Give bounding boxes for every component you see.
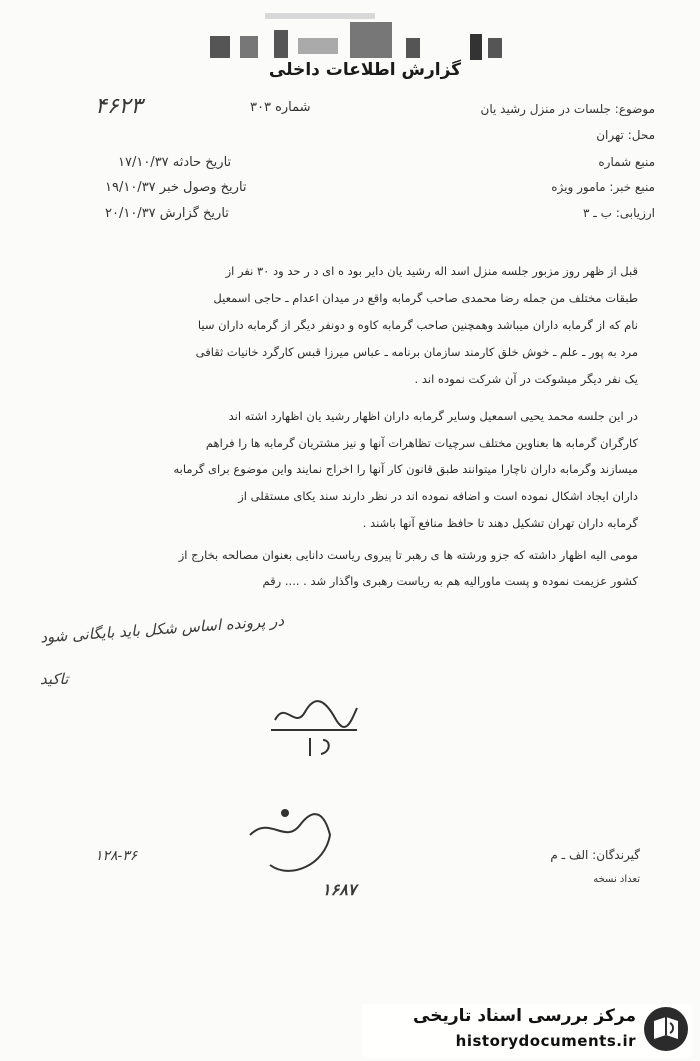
subject-field: موضوع: جلسات در منزل رشید یان xyxy=(480,102,655,116)
paragraph-3-line-2: کشور عزیمت نموده و پست ماورالیه هم به ریاست رهبری واگذار شد . .... رقم xyxy=(262,574,638,588)
event-date: تاریخ حادثه ۱۷/۱۰/۳۷ xyxy=(118,155,232,170)
paragraph-1-line-2: طبقات مختلف من جمله رضا محمدی صاحب گرمابه واقع در میدان اعدام ـ حاجی اسمعیل xyxy=(213,291,638,305)
footer-site-url: historydocuments.ir xyxy=(455,1032,636,1050)
source-number-field: منبع شماره xyxy=(598,155,655,169)
header-stamp-icon xyxy=(170,8,530,64)
paragraph-1-line-5: یک نفر دیگر میشوکت در آن شرکت نموده اند . xyxy=(414,372,638,386)
signature-1-icon xyxy=(265,690,365,760)
paragraph-2-line-3: میسازند وگرمابه داران ناچارا میتوانند طبق قانون کار آنها را اخراج نمایند واین موضوع برای گرمابه xyxy=(173,462,638,476)
file-number: ۱۲۸-۳۶ xyxy=(95,848,138,864)
paragraph-1-line-3: نام که از گرمابه داران میباشد وهمچنین صاحب گرمابه کاوه و دونفر دیگر از گرمابه داران سیا xyxy=(197,318,638,332)
book-logo-icon xyxy=(642,1005,690,1053)
number-label: شماره ۳۰۳ xyxy=(250,100,311,115)
paragraph-2-line-5: گرمابه داران تهران تشکیل دهند تا حافظ منافع آنها باشند . xyxy=(362,516,638,530)
info-date: تاریخ وصول خبر ۱۹/۱۰/۳۷ xyxy=(105,180,247,195)
report-date: تاریخ گزارش ۲۰/۱۰/۳۷ xyxy=(105,206,229,221)
source-field: منبع خبر: مامور ویژه xyxy=(551,180,655,194)
paragraph-3-line-1: مومی الیه اظهار داشته که جزو ورشته ها ی رهبر تا پیروی ریاست دانایی بعنوان مصالحه بخارج از xyxy=(178,548,638,562)
document-title: گزارش اطلاعات داخلی xyxy=(268,60,462,80)
distribution-label: گیرندگان: الف ـ م xyxy=(550,848,640,862)
copies-label: تعداد نسخه xyxy=(593,874,640,885)
paragraph-2-line-4: داران ایجاد اشکال نموده است و اضافه نموده اند در نظر دارند سند یکای مستقلی از xyxy=(238,489,638,503)
handwritten-note: تاکید xyxy=(40,670,69,688)
paragraph-2-line-2: کارگران گرمابه ها بعناوین مختلف سرچیات تظاهرات آنها و نیز مشتریان گرمابه ها را فراهم xyxy=(205,436,638,450)
document-number: ۴۶۲۳ xyxy=(95,94,143,119)
archive-number: ۱۶۸۷ xyxy=(322,880,357,899)
paragraph-2-line-1: در این جلسه محمد یحیی اسمعیل وسایر گرمابه داران اظهار رشید یان اظهارد اشته اند xyxy=(228,409,638,423)
evaluation-field: ارزیابی: ب ـ ۳ xyxy=(582,206,655,220)
handwritten-margin-note: در پرونده اساس شکل باید بایگانی شود xyxy=(39,611,285,647)
location-field: محل: تهران xyxy=(596,128,655,142)
signature-2-icon xyxy=(230,795,350,885)
paragraph-1-line-1: قبل از ظهر روز مزبور جلسه منزل اسد اله رشید یان دایر بود ه ای د ر حد ود ۳۰ نفر از xyxy=(225,264,638,278)
paragraph-1-line-4: مرد به پور ـ علم ـ خوش خلق کارمند سازمان برنامه ـ عباس میرزا قبس کارگرد خانیات ثقافی xyxy=(195,345,638,359)
footer-site-name: مرکز بررسی اسناد تاریخی xyxy=(413,1006,636,1026)
